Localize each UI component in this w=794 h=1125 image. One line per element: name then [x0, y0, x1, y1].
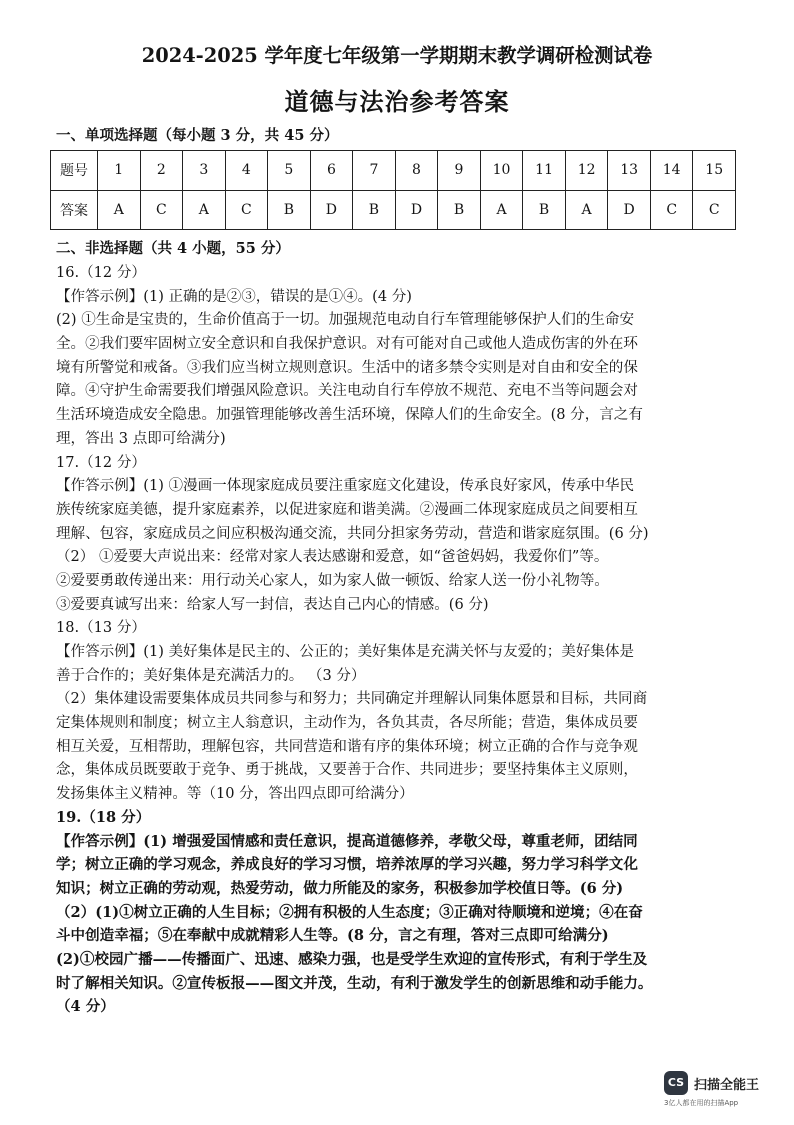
- answer-text-line: 障。④守护生命需要我们增强风险意识。关注电动自行车停放不规范、充电不当等问题会对: [56, 382, 638, 400]
- cs-logo-icon: CS: [664, 1071, 688, 1095]
- answer-text-line: 发扬集体主义精神。等（10 分，答出四点即可给满分）: [56, 785, 414, 803]
- section-heading-nonchoice: 二、非选择题（共 4 小题，55 分）: [56, 240, 290, 257]
- question-number-cell: 8: [395, 151, 438, 191]
- answer-text-line: (2) ①生命是宝贵的，生命价值高于一切。加强规范电动自行车管理能够保护人们的生命安: [56, 311, 635, 329]
- answer-text-line: 时了解相关知识。②宣传板报——图文并茂，生动，有利于激发学生的创新思维和动手能力。: [56, 974, 653, 992]
- answer-text-line: 斗中创造幸福；⑤在奉献中成就精彩人生等。(8 分，言之有理，答对三点即可给满分): [56, 927, 609, 945]
- question-number-cell: 10: [480, 151, 523, 191]
- exam-title: 2024-2025 学年度七年级第一学期期末教学调研检测试卷: [141, 44, 653, 67]
- answer-text-line: 【作答示例】(1) 正确的是②③，错误的是①④。(4 分): [56, 287, 412, 305]
- answer-text-line: （2）(1)①树立正确的人生目标；②拥有积极的人生态度；③正确对待顺境和逆境；④在奋: [56, 903, 643, 921]
- answer-cell: A: [98, 190, 141, 230]
- answer-text-line: 理解、包容，家庭成员之间应积极沟通交流，共同分担家务劳动，营造和谐家庭氛围。(6 分): [56, 524, 649, 542]
- question-number-cell: 5: [268, 151, 311, 191]
- section-heading-choice: 一、单项选择题（每小题 3 分，共 45 分）: [56, 127, 339, 144]
- answer-text-line: （2） ①爱要大声说出来：经常对家人表达感谢和爱意，如“爸爸妈妈，我爱你们”等。: [56, 548, 609, 566]
- answer-cell: B: [353, 190, 396, 230]
- answer-text-line: 全。②我们要牢固树立安全意识和自我保护意识。对有可能对自己或他人造成伤害的外在环: [56, 335, 638, 353]
- answer-cell: A: [183, 190, 226, 230]
- row-label-answer: 答案: [51, 190, 98, 230]
- question-number-cell: 4: [225, 151, 268, 191]
- answer-text-line: 16.（12 分）: [56, 264, 146, 281]
- question-number-cell: 6: [310, 151, 353, 191]
- answer-cell: C: [650, 190, 693, 230]
- answer-text-line: 族传统家庭美德，提升家庭素养，以促进家庭和谐美满。②漫画二体现家庭成员之间要相互: [56, 500, 638, 518]
- answer-table: [50, 150, 736, 230]
- question-number-cell: 11: [523, 151, 566, 191]
- answer-cell: C: [225, 190, 268, 230]
- answer-text-line: 相互关爱，互相帮助，理解包容，共同营造和谐有序的集体环境；树立正确的合作与竞争观: [56, 737, 638, 755]
- watermark-tagline: 3亿人都在用的扫描App: [664, 1099, 739, 1107]
- answer-text-line: ③爱要真诚写出来：给家人写一封信，表达自己内心的情感。(6 分): [56, 595, 489, 613]
- answer-text-line: 19.（18 分）: [56, 808, 151, 826]
- question-number-cell: 3: [183, 151, 226, 191]
- answer-text-line: (2)①校园广播——传播面广、迅速、感染力强，也是受学生欢迎的宣传形式，有利于学生及: [56, 950, 648, 968]
- answer-row: [51, 190, 736, 230]
- answer-cell: C: [140, 190, 183, 230]
- question-number-cell: 15: [693, 151, 736, 191]
- answer-text-line: 学；树立正确的学习观念，养成良好的学习习惯，培养浓厚的学习兴趣，努力学习科学文化: [56, 856, 638, 874]
- answer-cell: B: [438, 190, 481, 230]
- answer-text-line: 善于合作的；美好集体是充满活力的。 （3 分）: [56, 666, 366, 684]
- answer-cell: B: [523, 190, 566, 230]
- row-label-question-number: 题号: [51, 151, 98, 191]
- answer-body: [56, 261, 746, 1019]
- question-number-cell: 12: [565, 151, 608, 191]
- answer-text-line: 定集体规则和制度；树立主人翁意识，主动作为，各负其责，各尽所能；营造，集体成员要: [56, 714, 638, 732]
- answer-cell: D: [608, 190, 651, 230]
- answer-text-line: （4 分）: [56, 998, 115, 1016]
- answer-text-line: 生活环境造成安全隐患。加强管理能够改善生活环境，保障人们的生命安全。(8 分，言之有: [56, 406, 643, 424]
- scanner-watermark: [664, 1071, 784, 1111]
- answer-cell: B: [268, 190, 311, 230]
- answer-text-line: 理，答出 3 点即可给满分): [56, 429, 226, 447]
- question-number-cell: 1: [98, 151, 141, 191]
- answer-text-line: 17.（12 分）: [56, 453, 146, 471]
- answer-text-line: 【作答示例】(1) 增强爱国情感和责任意识，提高道德修养，孝敬父母，尊重老师，团结同: [56, 832, 638, 850]
- answer-text-line: 18.（13 分）: [56, 619, 146, 637]
- answer-cell: C: [693, 190, 736, 230]
- question-number-cell: 9: [438, 151, 481, 191]
- question-number-cell: 13: [608, 151, 651, 191]
- watermark-app-name: 扫描全能王: [694, 1078, 760, 1093]
- question-number-row: [51, 151, 736, 191]
- question-number-cell: 2: [140, 151, 183, 191]
- answer-cell: D: [310, 190, 353, 230]
- answer-text-line: 【作答示例】(1) ①漫画一体现家庭成员要注重家庭文化建设，传承良好家风，传承中华民: [56, 477, 635, 495]
- question-number-cell: 7: [353, 151, 396, 191]
- answer-key-subtitle: 道德与法治参考答案: [284, 87, 510, 116]
- answer-cell: A: [480, 190, 523, 230]
- question-number-cell: 14: [650, 151, 693, 191]
- answer-text-line: 念，集体成员既要敢于竞争、勇于挑战，又要善于合作、共同进步；要坚持集体主义原则，: [56, 761, 638, 779]
- answer-text-line: 知识；树立正确的劳动观，热爱劳动，做力所能及的家务，积极参加学校值日等。(6 分): [56, 879, 624, 897]
- answer-cell: A: [565, 190, 608, 230]
- answer-text-line: 境有所警觉和戒备。③我们应当树立规则意识。生活中的诸多禁令实则是对自由和安全的保: [56, 358, 638, 376]
- answer-text-line: ②爱要勇敢传递出来：用行动关心家人，如为家人做一顿饭、给家人送一份小礼物等。: [56, 571, 609, 589]
- answer-text-line: 【作答示例】(1) 美好集体是民主的、公正的；美好集体是充满关怀与友爱的；美好集体是: [56, 643, 635, 660]
- answer-cell: D: [395, 190, 438, 230]
- answer-text-line: （2）集体建设需要集体成员共同参与和努力；共同确定并理解认同集体愿景和目标，共同商: [56, 690, 648, 708]
